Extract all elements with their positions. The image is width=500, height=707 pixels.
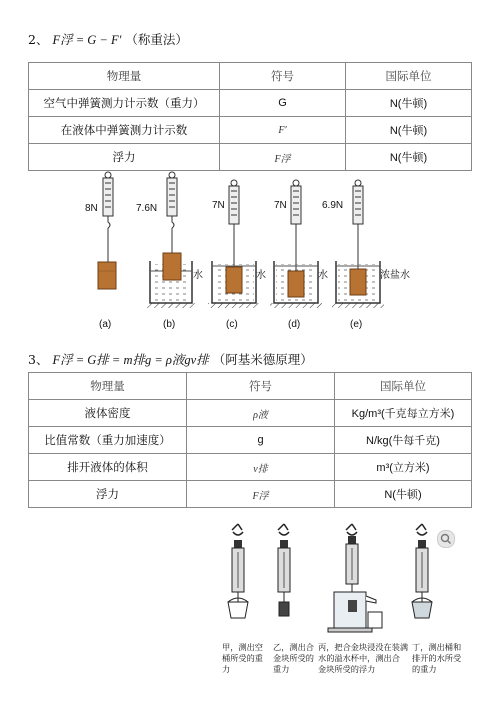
reading-c: 7N (212, 200, 225, 211)
reading-a: 8N (85, 203, 98, 214)
unit-cell: m³(立方米) (335, 454, 472, 481)
symbol-cell: g (187, 427, 335, 454)
unit-cell: N(牛顿) (346, 144, 472, 171)
quantity-cell: 空气中弹簧测力计示数（重力） (29, 90, 220, 117)
caption-ding: 丁，测出桶和 排开的水所受 的重力 (412, 642, 462, 674)
liquid-label-d: 水 (318, 270, 328, 281)
section2-formula: F浮 = G − F′ (52, 33, 122, 47)
header-symbol: 符号 (187, 373, 335, 400)
quantity-cell: 浮力 (29, 144, 220, 171)
step-yi (278, 524, 290, 616)
spring-scale-figure (0, 165, 500, 340)
caption-yi: 乙，测出合 金块所受的 重力 (273, 642, 314, 674)
step-bing (328, 524, 382, 632)
unit-cell: Kg/m³(千克每立方米) (335, 400, 472, 427)
section3-heading (28, 350, 313, 368)
header-quantity: 物理量 (29, 373, 187, 400)
step-jia (228, 524, 248, 618)
table-row (29, 90, 472, 117)
quantity-cell: 浮力 (29, 481, 187, 508)
table-row (29, 400, 472, 427)
unit-cell: N(牛顿) (335, 481, 472, 508)
symbol-cell: v排 (187, 454, 335, 481)
symbol-cell: F浮 (220, 144, 346, 171)
caption-e: (e) (350, 319, 363, 330)
unit-cell: N(牛顿) (346, 90, 472, 117)
section3-table (28, 372, 472, 508)
section3-principle-note: （阿基米德原理） (212, 352, 313, 367)
step-ding (412, 524, 432, 618)
caption-d: (d) (288, 319, 301, 330)
table-row (29, 454, 472, 481)
header-unit: 国际单位 (346, 63, 472, 90)
quantity-cell: 液体密度 (29, 400, 187, 427)
liquid-label-b: 水 (193, 270, 203, 281)
table-row (29, 481, 472, 508)
table-header-row (29, 63, 472, 90)
archimedes-figure (210, 522, 450, 640)
quantity-cell: 在液体中弹簧测力计示数 (29, 117, 220, 144)
quantity-cell: 比值常数（重力加速度） (29, 427, 187, 454)
caption-a: (a) (99, 319, 112, 330)
section2-heading (28, 30, 188, 48)
caption-jia: 甲，测出空 桶所受的重 力 (222, 642, 263, 674)
section3-number: 3、 (28, 352, 49, 367)
section2-table (28, 62, 472, 171)
caption-b: (b) (163, 319, 176, 330)
scale-a (98, 172, 116, 289)
reading-b: 7.6N (136, 203, 158, 214)
reading-d: 7N (274, 200, 287, 211)
unit-cell: N(牛顿) (346, 117, 472, 144)
liquid-label-c: 水 (256, 270, 266, 281)
table-header-row (29, 373, 472, 400)
section2-number: 2、 (28, 32, 49, 47)
liquid-label-e: 浓盐水 (380, 270, 410, 281)
header-quantity: 物理量 (29, 63, 220, 90)
unit-cell: N/kg(牛每千克) (335, 427, 472, 454)
scale-b (146, 172, 196, 308)
symbol-cell: F浮 (187, 481, 335, 508)
symbol-cell: ρ液 (187, 400, 335, 427)
section3-formula: F浮 = G排 = m排g = ρ液gv排 (52, 353, 209, 367)
quantity-cell: 排开液体的体积 (29, 454, 187, 481)
table-row (29, 427, 472, 454)
caption-bing: 丙，把合金块浸没在装满 水的溢水杯中，测出合 金块所受的浮力 (318, 642, 409, 674)
symbol-cell: G (220, 90, 346, 117)
symbol-cell: F′ (220, 117, 346, 144)
header-symbol: 符号 (220, 63, 346, 90)
reading-e: 6.9N (322, 200, 344, 211)
section2-method-note: （称重法） (125, 32, 188, 47)
header-unit: 国际单位 (335, 373, 472, 400)
caption-c: (c) (226, 319, 238, 330)
table-row (29, 117, 472, 144)
